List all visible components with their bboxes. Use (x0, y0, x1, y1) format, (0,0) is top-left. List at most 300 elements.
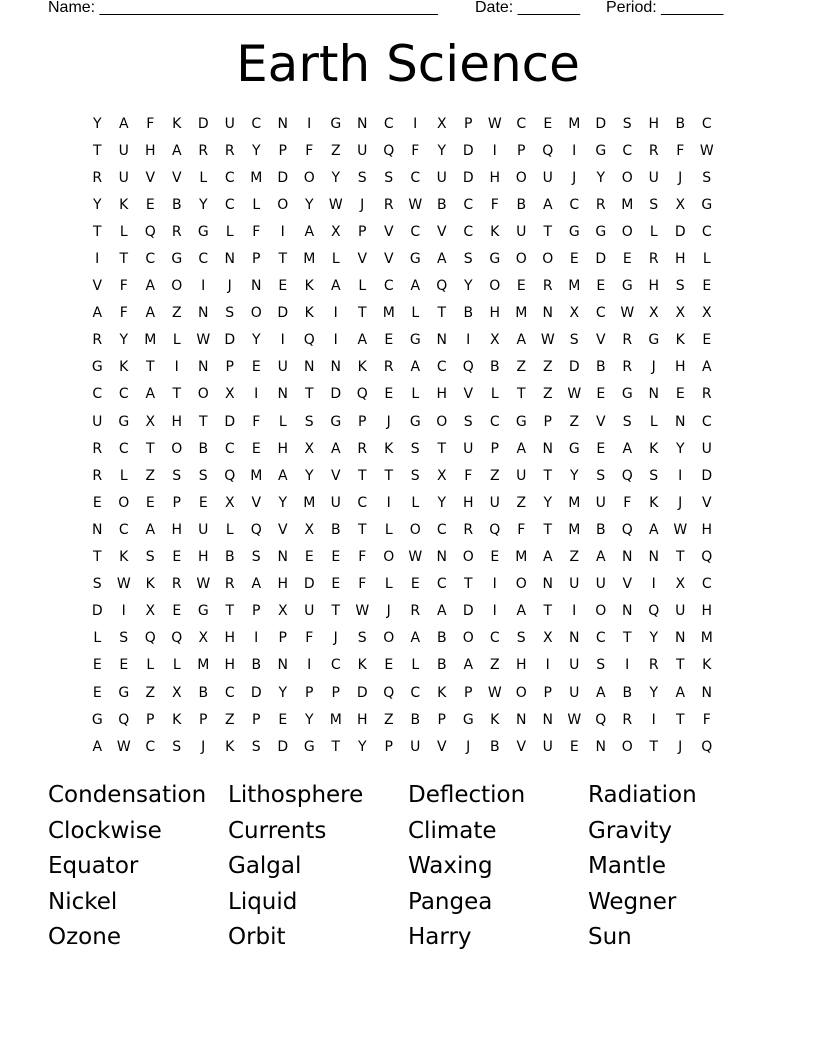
grid-letter: M (197, 657, 210, 674)
grid-letter: K (304, 278, 314, 295)
grid-letter: W (196, 332, 211, 349)
grid-letter: Z (542, 386, 553, 403)
grid-letter: O (515, 684, 527, 701)
date-field-label: Date: _______ (475, 0, 580, 16)
grid-letter: Y (649, 684, 659, 701)
grid-letter: F (517, 521, 526, 538)
grid-letter: R (92, 440, 103, 457)
grid-letter: C (224, 169, 235, 186)
grid-letter: C (701, 413, 712, 430)
grid-letter: O (595, 603, 607, 620)
grid-letter: E (119, 657, 129, 674)
grid-letter: Y (92, 115, 102, 132)
grid-letter: B (489, 359, 500, 376)
grid-letter: A (516, 332, 527, 349)
grid-letter: I (572, 142, 577, 159)
grid-letter: G (621, 278, 633, 295)
grid-letter: X (436, 115, 447, 132)
grid-letter: Z (516, 494, 527, 511)
grid-letter: N (675, 630, 686, 647)
grid-letter: S (596, 467, 606, 484)
grid-letter: E (172, 549, 182, 566)
grid-letter: U (595, 576, 606, 593)
grid-letter: Y (278, 494, 288, 511)
grid-letter: L (384, 521, 393, 538)
grid-letter: R (410, 603, 421, 620)
grid-letter: E (92, 657, 102, 674)
grid-letter: Y (649, 630, 659, 647)
grid-letter: K (702, 657, 712, 674)
grid-letter: A (595, 549, 606, 566)
grid-letter: Y (596, 169, 606, 186)
word-bank (48, 778, 768, 956)
grid-letter: X (675, 305, 686, 322)
grid-letter: D (595, 251, 607, 268)
grid-letter: Q (356, 386, 368, 403)
grid-letter: G (303, 738, 315, 755)
grid-letter: J (572, 169, 577, 186)
grid-letter: L (199, 169, 208, 186)
grid-letter: K (357, 657, 367, 674)
grid-letter: N (277, 386, 288, 403)
grid-letter: X (145, 413, 156, 430)
word-bank-item: Radiation (588, 782, 697, 808)
grid-letter: P (305, 684, 314, 701)
grid-letter: A (436, 603, 447, 620)
grid-letter: E (596, 278, 606, 295)
period-field-label: Period: _______ (606, 0, 724, 16)
grid-letter: W (487, 115, 502, 132)
grid-letter: R (595, 196, 606, 213)
word-bank-item: Clockwise (48, 817, 162, 844)
grid-letter: X (330, 223, 341, 240)
grid-letter: C (701, 115, 712, 132)
grid-letter: I (678, 467, 683, 484)
grid-letter: Z (569, 413, 580, 430)
grid-letter: V (251, 494, 262, 511)
word-bank-item: Galgal (228, 853, 302, 879)
word-bank-item: Orbit (228, 924, 286, 950)
grid-letter: P (464, 684, 473, 701)
grid-letter: F (252, 413, 261, 430)
grid-letter: H (224, 657, 236, 674)
grid-letter: P (172, 494, 181, 511)
grid-letter: C (330, 657, 341, 674)
grid-letter: L (146, 657, 155, 674)
grid-letter: L (172, 332, 181, 349)
grid-letter: A (542, 196, 553, 213)
grid-letter: X (675, 576, 686, 593)
word-bank-item: Sun (588, 924, 632, 950)
grid-letter: F (119, 278, 128, 295)
grid-letter: A (410, 630, 421, 647)
grid-letter: S (410, 440, 420, 457)
grid-letter: A (145, 278, 156, 295)
grid-letter: B (224, 549, 235, 566)
grid-letter: P (225, 359, 234, 376)
grid-letter: F (358, 549, 367, 566)
grid-letter: M (621, 196, 634, 213)
grid-letter: C (383, 278, 394, 295)
grid-letter: I (545, 657, 550, 674)
grid-letter: O (462, 549, 474, 566)
grid-letter: T (172, 386, 182, 403)
grid-letter: I (254, 386, 259, 403)
grid-letter: I (572, 603, 577, 620)
grid-letter: E (410, 576, 420, 593)
grid-letter: P (517, 142, 526, 159)
grid-letter: I (254, 630, 259, 647)
grid-letter: C (622, 142, 633, 159)
grid-letter: V (595, 332, 606, 349)
grid-letter: L (702, 251, 711, 268)
grid-letter: Y (569, 467, 579, 484)
grid-letter: H (674, 251, 686, 268)
grid-letter: T (304, 386, 314, 403)
grid-letter: D (462, 603, 474, 620)
grid-letter: C (118, 386, 129, 403)
grid-letter: S (622, 115, 632, 132)
grid-letter: N (516, 711, 527, 728)
grid-letter: U (701, 440, 712, 457)
grid-letter: H (197, 549, 209, 566)
word-bank-item: Harry (408, 924, 472, 950)
grid-letter: D (250, 684, 262, 701)
grid-letter: B (489, 738, 500, 755)
grid-letter: C (224, 440, 235, 457)
grid-letter: D (91, 603, 103, 620)
grid-letter: P (278, 630, 287, 647)
grid-letter: I (386, 494, 391, 511)
grid-letter: F (623, 494, 632, 511)
grid-letter: S (145, 549, 155, 566)
grid-letter: C (224, 196, 235, 213)
grid-letter: I (492, 142, 497, 159)
grid-letter: N (648, 386, 659, 403)
grid-letter: U (489, 494, 500, 511)
grid-letter: I (95, 251, 100, 268)
grid-letter: I (280, 223, 285, 240)
grid-letter: K (119, 359, 129, 376)
grid-letter: L (384, 576, 393, 593)
grid-letter: S (675, 278, 685, 295)
grid-letter: N (622, 549, 633, 566)
grid-letter: N (277, 549, 288, 566)
grid-letter: O (197, 386, 209, 403)
word-bank-item: Gravity (588, 817, 673, 844)
grid-letter: P (490, 440, 499, 457)
grid-letter: P (331, 684, 340, 701)
grid-letter: V (701, 494, 712, 511)
grid-letter: E (516, 278, 526, 295)
grid-letter: S (119, 630, 129, 647)
grid-letter: Q (250, 521, 262, 538)
grid-letter: U (436, 169, 447, 186)
grid-letter: F (702, 711, 711, 728)
grid-letter: T (675, 657, 685, 674)
grid-letter: T (675, 549, 685, 566)
grid-letter: N (224, 251, 235, 268)
grid-letter: N (198, 359, 209, 376)
grid-letter: W (673, 521, 688, 538)
grid-letter: A (648, 521, 659, 538)
word-bank-item: Condensation (48, 782, 207, 808)
grid-letter: G (330, 115, 342, 132)
grid-letter: U (542, 738, 553, 755)
grid-letter: Z (145, 684, 156, 701)
grid-letter: E (384, 332, 394, 349)
grid-letter: U (569, 576, 580, 593)
grid-letter: G (409, 251, 421, 268)
grid-letter: W (116, 576, 131, 593)
grid-letter: S (596, 657, 606, 674)
grid-letter: B (198, 684, 209, 701)
grid-letter: U (463, 440, 474, 457)
grid-letter: W (699, 142, 714, 159)
grid-letter: O (542, 251, 554, 268)
grid-letter: K (384, 440, 394, 457)
grid-letter: D (595, 115, 607, 132)
grid-letter: B (463, 305, 474, 322)
grid-letter: T (463, 576, 473, 593)
grid-letter: P (199, 711, 208, 728)
grid-letter: R (648, 142, 659, 159)
grid-letter: T (145, 440, 155, 457)
grid-letter: A (92, 305, 103, 322)
grid-letter: U (330, 494, 341, 511)
grid-letter: T (278, 251, 288, 268)
grid-letter: N (436, 549, 447, 566)
grid-letter: Y (463, 278, 473, 295)
grid-letter: J (227, 278, 232, 295)
grid-letter: K (145, 576, 155, 593)
grid-letter: W (567, 711, 582, 728)
grid-letter: W (116, 738, 131, 755)
grid-letter: C (701, 223, 712, 240)
grid-letter: N (542, 711, 553, 728)
grid-letter: F (358, 576, 367, 593)
grid-letter: A (171, 142, 182, 159)
grid-letter: P (543, 684, 552, 701)
grid-letter: Y (119, 332, 129, 349)
grid-letter: C (198, 251, 209, 268)
grid-letter: K (225, 738, 235, 755)
grid-letter: A (145, 305, 156, 322)
grid-letter: R (622, 711, 633, 728)
grid-letter: C (463, 196, 474, 213)
grid-letter: A (251, 576, 262, 593)
grid-letter: E (490, 549, 500, 566)
grid-letter: C (489, 413, 500, 430)
grid-letter: E (145, 196, 155, 213)
grid-letter: S (569, 332, 579, 349)
grid-letter: U (92, 413, 103, 430)
grid-letter: W (408, 196, 423, 213)
grid-letter: B (436, 196, 447, 213)
grid-letter: F (146, 115, 155, 132)
grid-letter: Z (171, 305, 182, 322)
word-bank-item: Currents (228, 817, 327, 844)
grid-letter: B (675, 115, 686, 132)
grid-letter: J (466, 738, 471, 755)
grid-letter: R (198, 142, 209, 159)
grid-letter: Y (278, 684, 288, 701)
grid-letter: D (330, 386, 342, 403)
grid-letter: X (145, 603, 156, 620)
grid-letter: W (408, 549, 423, 566)
grid-letter: A (304, 223, 315, 240)
grid-letter: R (224, 576, 235, 593)
grid-letter: I (625, 657, 630, 674)
grid-letter: E (675, 386, 685, 403)
grid-letter: T (357, 467, 367, 484)
grid-letter: Q (171, 630, 183, 647)
grid-letter: O (409, 521, 421, 538)
grid-letter: E (596, 386, 606, 403)
grid-letter: V (383, 251, 394, 268)
grid-letter: G (462, 711, 474, 728)
grid-letter: B (251, 657, 262, 674)
grid-letter: Q (701, 738, 713, 755)
grid-letter: J (678, 494, 683, 511)
grid-letter: H (648, 115, 660, 132)
grid-letter: C (118, 521, 129, 538)
grid-letter: D (277, 738, 289, 755)
grid-letter: L (225, 223, 234, 240)
grid-letter: G (91, 711, 103, 728)
grid-letter: O (277, 196, 289, 213)
grid-letter: T (543, 467, 553, 484)
grid-letter: K (119, 196, 129, 213)
grid-letter: N (277, 657, 288, 674)
grid-letter: G (171, 251, 183, 268)
grid-letter: O (621, 738, 633, 755)
grid-letter: K (357, 359, 367, 376)
grid-letter: R (171, 223, 182, 240)
grid-letter: B (171, 196, 182, 213)
grid-letter: U (118, 169, 129, 186)
grid-letter: O (118, 494, 130, 511)
grid-letter: V (92, 278, 103, 295)
grid-letter: Q (383, 142, 395, 159)
grid-letter: N (542, 576, 553, 593)
grid-letter: O (621, 169, 633, 186)
word-bank-item: Deflection (408, 782, 526, 808)
grid-letter: A (410, 278, 421, 295)
grid-letter: D (224, 413, 236, 430)
grid-letter: F (305, 142, 314, 159)
grid-letter: H (701, 521, 713, 538)
grid-letter: A (118, 115, 129, 132)
grid-letter: G (197, 603, 209, 620)
grid-letter: P (358, 413, 367, 430)
grid-letter: H (171, 521, 183, 538)
grid-letter: P (146, 711, 155, 728)
grid-letter: E (596, 440, 606, 457)
grid-letter: F (676, 142, 685, 159)
grid-letter: P (252, 251, 261, 268)
grid-letter: M (144, 332, 157, 349)
grid-letter: D (568, 359, 580, 376)
grid-letter: T (543, 603, 553, 620)
grid-letter: P (358, 223, 367, 240)
grid-letter: U (595, 494, 606, 511)
grid-letter: M (568, 494, 581, 511)
grid-letter: B (595, 521, 606, 538)
grid-letter: B (516, 196, 527, 213)
grid-letter: E (569, 251, 579, 268)
grid-letter: H (277, 576, 289, 593)
grid-letter: U (648, 169, 659, 186)
grid-letter: I (121, 603, 126, 620)
grid-letter: D (197, 115, 209, 132)
grid-letter: A (330, 440, 341, 457)
word-bank-item: Wegner (588, 888, 677, 915)
grid-letter: D (356, 684, 368, 701)
grid-letter: M (382, 305, 395, 322)
grid-letter: H (489, 169, 501, 186)
grid-letter: G (330, 413, 342, 430)
grid-letter: G (489, 251, 501, 268)
grid-letter: C (92, 386, 103, 403)
grid-letter: L (411, 657, 420, 674)
grid-letter: U (516, 467, 527, 484)
grid-letter: B (595, 359, 606, 376)
grid-letter: R (463, 521, 474, 538)
grid-letter: O (621, 223, 633, 240)
grid-letter: Q (621, 467, 633, 484)
grid-letter: L (119, 223, 128, 240)
grid-letter: H (489, 305, 501, 322)
grid-letter: Y (437, 142, 447, 159)
grid-letter: N (251, 278, 262, 295)
grid-letter: P (252, 711, 261, 728)
grid-letter: J (651, 359, 656, 376)
grid-letter: K (172, 711, 182, 728)
grid-letter: P (437, 711, 446, 728)
grid-letter: Y (251, 142, 261, 159)
grid-letter: O (515, 576, 527, 593)
grid-letter: P (543, 413, 552, 430)
grid-letter: M (568, 115, 581, 132)
grid-letter: E (251, 359, 261, 376)
grid-letter: I (651, 711, 656, 728)
grid-letter: E (278, 278, 288, 295)
grid-letter: E (543, 115, 553, 132)
grid-letter: M (515, 549, 528, 566)
grid-letter: E (622, 251, 632, 268)
grid-letter: Z (569, 549, 580, 566)
grid-letter: V (595, 413, 606, 430)
grid-letter: T (198, 413, 208, 430)
grid-letter: E (278, 711, 288, 728)
grid-letter: R (383, 196, 394, 213)
grid-letter: T (357, 521, 367, 538)
grid-letter: Q (621, 521, 633, 538)
grid-letter: I (280, 332, 285, 349)
grid-letter: N (330, 359, 341, 376)
grid-letter: G (118, 684, 130, 701)
grid-letter: B (436, 630, 447, 647)
grid-letter: Z (542, 359, 553, 376)
grid-letter: I (651, 576, 656, 593)
grid-letter: M (250, 467, 263, 484)
word-search-grid (84, 110, 720, 760)
grid-letter: H (224, 630, 236, 647)
grid-letter: H (648, 278, 660, 295)
grid-letter: N (569, 630, 580, 647)
grid-letter: U (569, 684, 580, 701)
